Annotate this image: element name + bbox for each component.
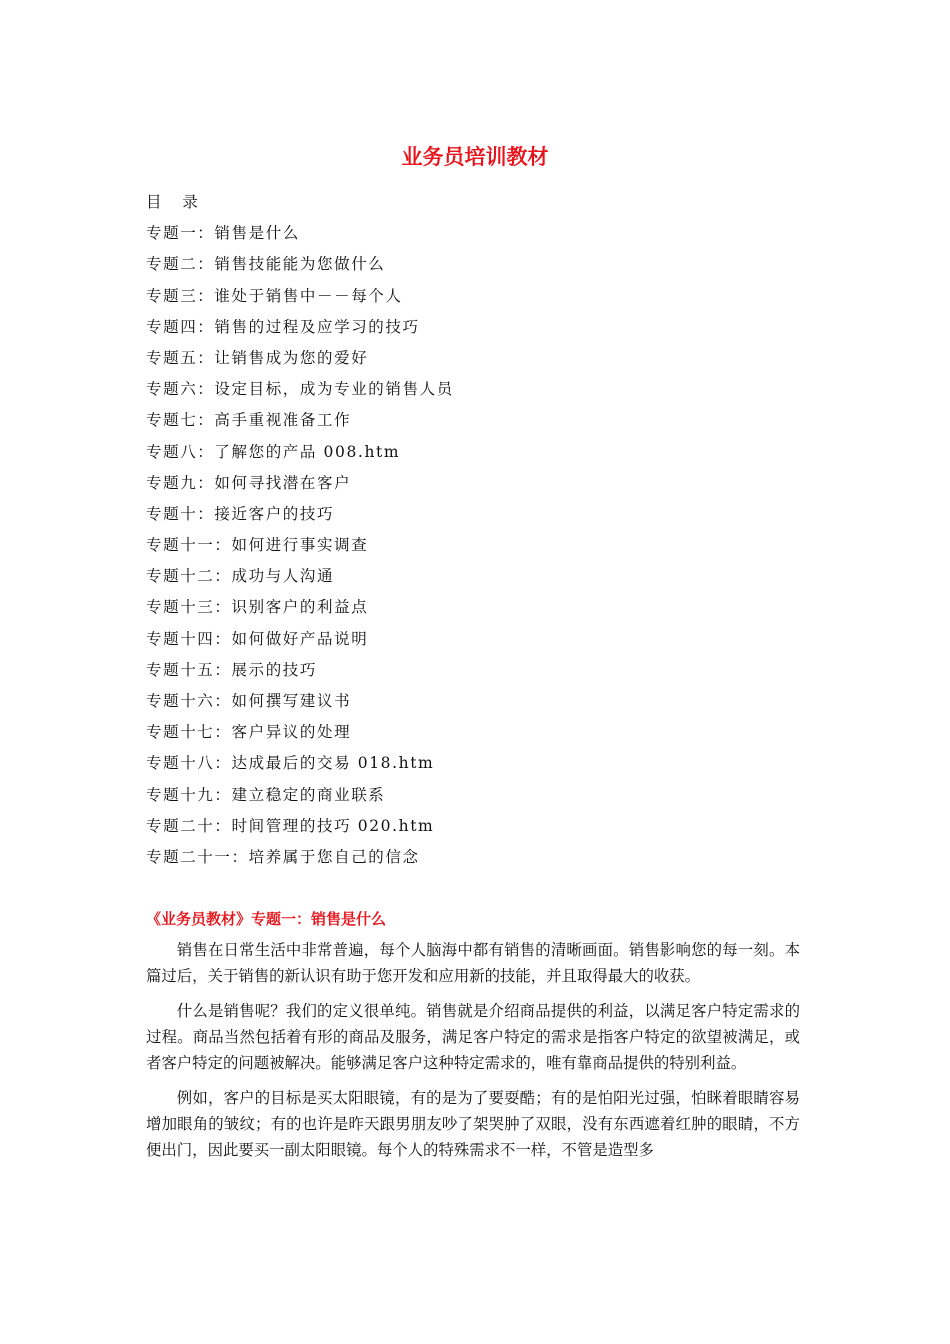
toc-item: 专题三：谁处于销售中－－每个人: [146, 286, 403, 305]
toc-item: 专题二：销售技能能为您做什么: [146, 255, 386, 274]
toc-item: 专题十三：识别客户的利益点: [146, 598, 369, 617]
table-of-contents: [146, 187, 806, 873]
toc-item: 专题二十：时间管理的技巧 020.htm: [146, 816, 435, 835]
toc-item: 专题七：高手重视准备工作: [146, 411, 352, 430]
section-title: 《业务员教材》专题一：销售是什么: [146, 910, 387, 928]
body-paragraph: 例如，客户的目标是买太阳眼镜，有的是为了要耍酷；有的是怕阳光过强，怕眯着眼睛容易增加眼角的皱纹；有的也许是昨天跟男朋友吵了架哭肿了双眼，没有东西遮着红肿的眼睛，不方便出门，因此要买一副太阳眼镜。每个人的特殊需求不一样，不管是造型多: [146, 1089, 800, 1159]
toc-item: 专题十九：建立稳定的商业联系: [146, 785, 386, 804]
toc-item: 专题十五：展示的技巧: [146, 660, 318, 679]
toc-item: 专题十八：达成最后的交易 018.htm: [146, 754, 435, 773]
toc-item: 专题二十一：培养属于您自己的信念: [146, 847, 420, 866]
toc-item: 专题十一：如何进行事实调查: [146, 536, 369, 555]
toc-item: 专题六：设定目标，成为专业的销售人员: [146, 380, 454, 399]
toc-item: 专题五：让销售成为您的爱好: [146, 348, 369, 367]
body-paragraph: 销售在日常生活中非常普遍，每个人脑海中都有销售的清晰画面。销售影响您的每一刻。本篇过后，关于销售的新认识有助于您开发和应用新的技能，并且取得最大的收获。: [146, 941, 800, 985]
toc-heading: 目 录: [146, 193, 206, 211]
toc-item: 专题四：销售的过程及应学习的技巧: [146, 317, 420, 336]
toc-item: 专题一：销售是什么: [146, 224, 300, 243]
section-body: [146, 937, 800, 1172]
body-paragraph: 什么是销售呢？我们的定义很单纯。销售就是介绍商品提供的利益，以满足客户特定需求的过程。商品当然包括着有形的商品及服务，满足客户特定的需求是指客户特定的欲望被满足，或者客户特定的问题被解决。能够满足客户这种特定需求的，唯有靠商品提供的特别利益。: [146, 1002, 800, 1072]
toc-item: 专题八：了解您的产品 008.htm: [146, 442, 401, 461]
toc-item: 专题十：接近客户的技巧: [146, 504, 335, 523]
toc-item: 专题十六：如何撰写建议书: [146, 692, 352, 710]
document-title: 业务员培训教材: [401, 145, 549, 169]
toc-item: 专题九：如何寻找潜在客户: [146, 473, 352, 492]
toc-item: 专题十二：成功与人沟通: [146, 567, 335, 586]
toc-item: 专题十四：如何做好产品说明: [146, 629, 369, 648]
toc-item: 专题十七：客户异议的处理: [146, 723, 352, 742]
